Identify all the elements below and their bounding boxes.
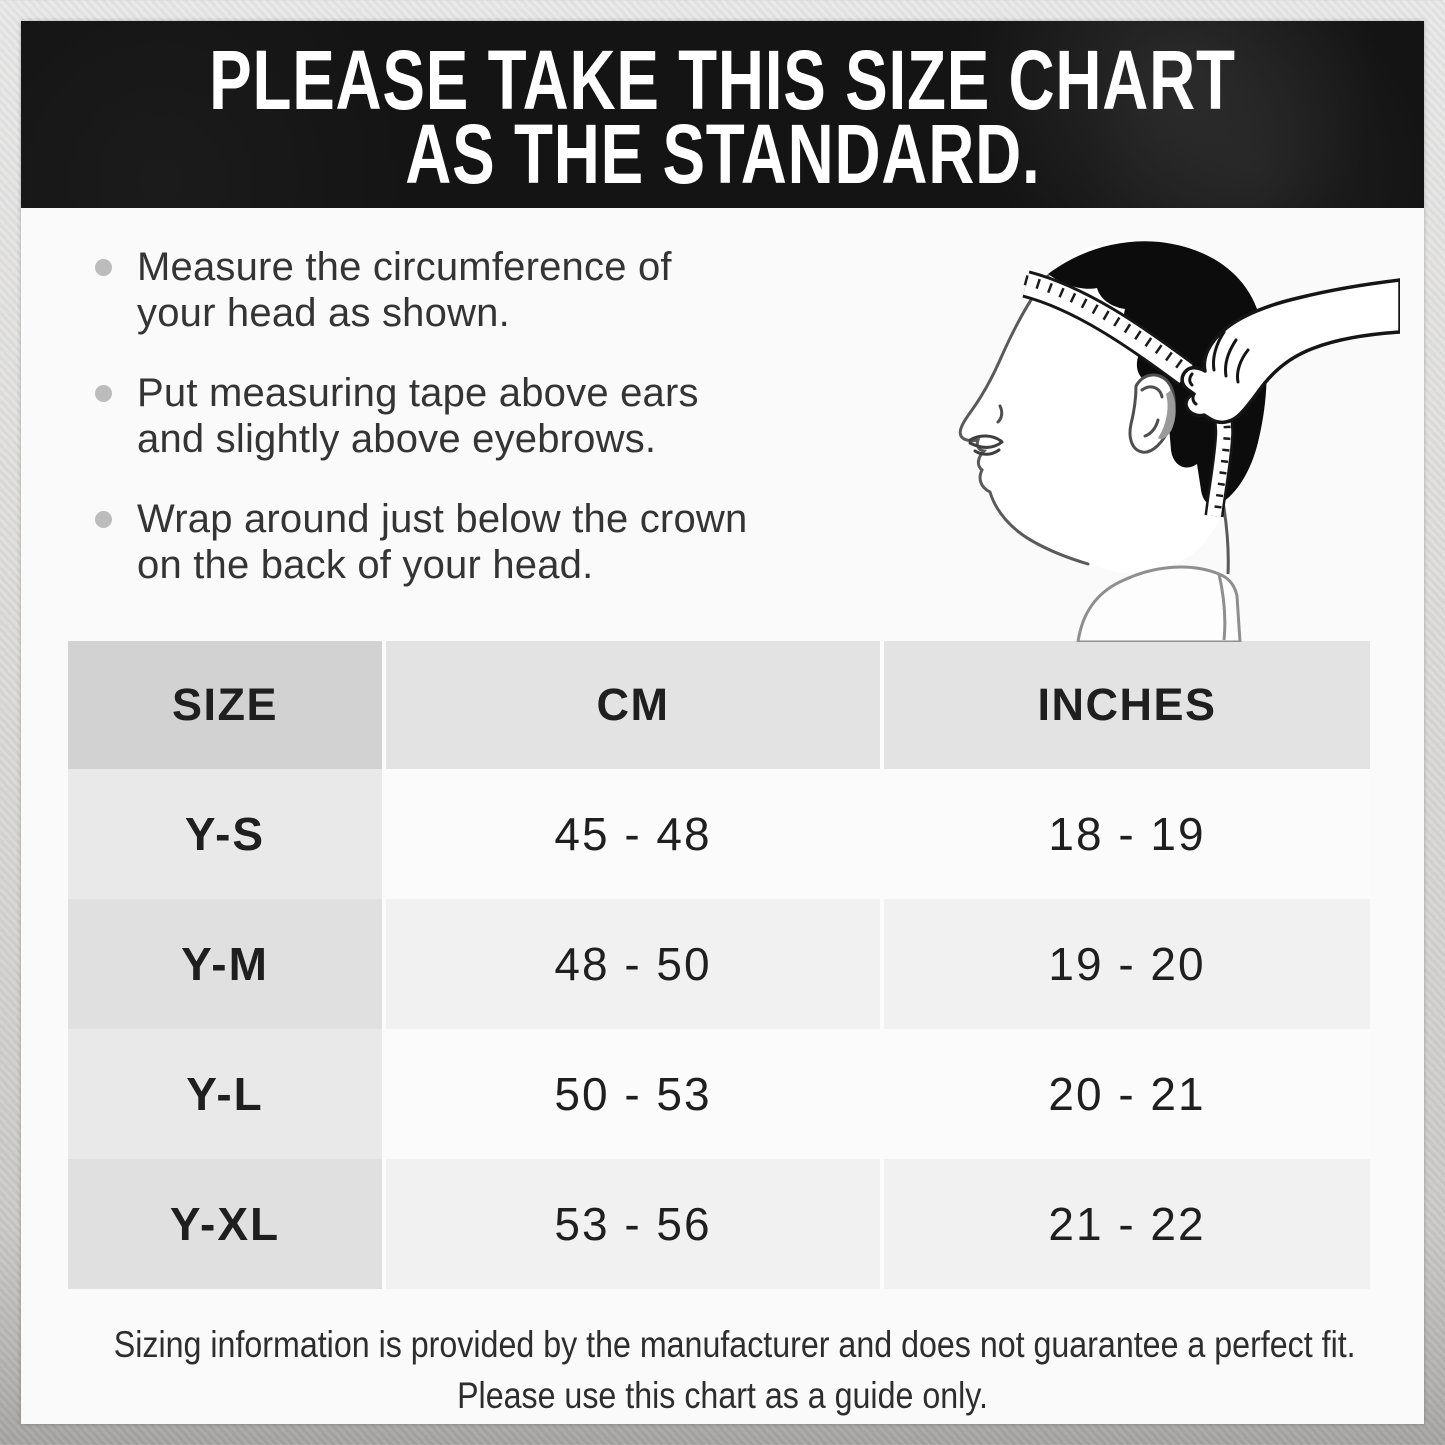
column-header-inches: INCHES [884,641,1370,769]
size-cell: Y-M [68,899,386,1029]
instruction-list [95,244,747,622]
list-item [95,370,747,462]
size-table [68,641,1370,1289]
instruction-line: and slightly above eyebrows. [137,417,657,461]
banner-title-line-1: PLEASE TAKE THIS SIZE CHART [209,32,1236,127]
list-item [95,244,747,336]
size-cell: Y-XL [68,1159,386,1289]
instruction-line: on the back of your head. [137,543,594,587]
table-row [68,899,1370,1029]
table-row [68,1159,1370,1289]
column-header-cm: CM [386,641,884,769]
size-cell: Y-S [68,769,386,899]
table-row [68,769,1370,899]
banner [21,21,1424,208]
instruction-line: Wrap around just below the crown [137,497,748,541]
collar-outline [1078,567,1240,642]
instruction-line: your head as shown. [137,291,510,335]
instruction-text [137,496,747,588]
column-header-size: SIZE [68,641,386,769]
banner-title-line-2: AS THE STANDARD. [404,106,1041,201]
inches-cell: 20 - 21 [884,1029,1370,1159]
instruction-text [137,370,699,462]
measuring-instructions-section [21,208,1424,641]
table-header-row [68,641,1370,769]
inches-cell: 21 - 22 [884,1159,1370,1289]
instruction-line: Put measuring tape above ears [137,371,699,415]
cm-cell: 53 - 56 [386,1159,884,1289]
inches-cell: 19 - 20 [884,899,1370,1029]
cm-cell: 45 - 48 [386,769,884,899]
inches-cell: 18 - 19 [884,769,1370,899]
size-cell: Y-L [68,1029,386,1159]
bullet-icon [95,511,112,528]
cm-cell: 48 - 50 [386,899,884,1029]
instruction-line: Measure the circumference of [137,245,672,289]
head-measuring-illustration [930,224,1400,642]
disclaimer [21,1319,1424,1421]
size-chart-card [21,21,1424,1424]
bullet-icon [95,385,112,402]
disclaimer-line-2: Please use this chart as a guide only. [457,1375,988,1416]
disclaimer-line-1: Sizing information is provided by the manufacturer and does not guarantee a perfect fit. [113,1324,1356,1365]
instruction-text [137,244,672,336]
bullet-icon [95,259,112,276]
table-row [68,1029,1370,1159]
cm-cell: 50 - 53 [386,1029,884,1159]
list-item [95,496,747,588]
